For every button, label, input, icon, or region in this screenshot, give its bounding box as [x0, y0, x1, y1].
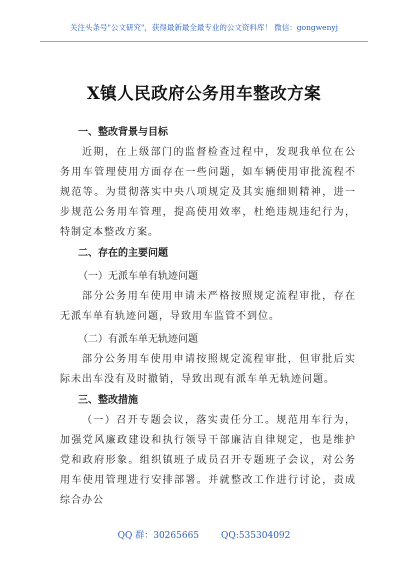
document-body: [60, 122, 356, 511]
subheading-no-dispatch: （一）无派车单有轨迹问题: [78, 271, 198, 282]
section-heading-background: 一、整改背景与目标: [78, 127, 168, 138]
section-paragraph-measures: （一）召开专题会议，落实责任分工。规范用车行为，加强党风廉政建设和执行领导干部廉洁自律规定，也是维护党和政府形象。组织镇班子成员召开专题班子会议，对公务用车使用管理进行安排部署。并就整改工作进行讨论，责成综合办公: [60, 415, 356, 506]
header-banner: 关注头条号"公文研究"，获得最新最全最专业的公文资料库！ 微信：gongwenyj: [70, 23, 338, 32]
footer-qq-number: QQ:535304092: [221, 531, 291, 541]
section-heading-measures: 三、整改措施: [78, 395, 138, 406]
section-paragraph-background: 近期，在上级部门的监督检查过程中，发现我单位在公务用车管理使用方面存在一些问题，如车辆使用审批流程不规范等。为贯彻落实中央八项规定及其实施细则精神，进一步规范公务用车管理，提高使用效率，杜绝违规违纪行为，特制定本整改方案。: [60, 147, 356, 238]
paragraph-no-dispatch: 部分公务用车使用申请未严格按照规定流程审批，存在无派车单有轨迹问题，导致用车监管不到位。: [60, 291, 356, 322]
document-title: X镇人民政府公务用车整改方案: [86, 84, 322, 103]
paragraph-no-trajectory: 部分公务用车使用申请按照规定流程审批，但审批后实际未出车没有及时撤销，导致出现有派车单无轨迹问题。: [60, 354, 356, 385]
section-heading-problems: 二、存在的主要问题: [78, 248, 168, 259]
footer-qq-group: QQ 群：30265665: [117, 531, 200, 541]
footer-contact: [0, 528, 408, 541]
header-divider: [40, 41, 368, 42]
subheading-no-trajectory: （二）有派车单无轨迹问题: [78, 334, 198, 345]
